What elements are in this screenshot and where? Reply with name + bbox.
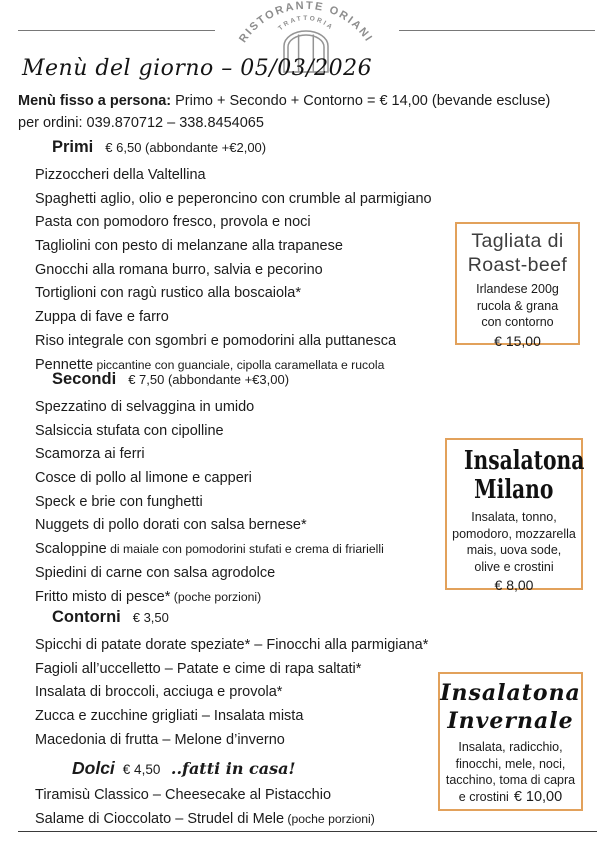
box-title-line: Insalatona (463, 446, 585, 476)
logo-arc-text: RISTORANTE ORIANI (237, 0, 375, 45)
menu-item-text: Spicchi di patate dorate speziate* – Finocchi alla parmigiana* (35, 637, 429, 653)
box-title (440, 679, 581, 735)
box-price: € 10,00 (513, 788, 563, 805)
menu-item (0, 164, 612, 188)
section-title: Primi (52, 138, 94, 156)
box-title (447, 446, 585, 505)
section-heading (0, 370, 612, 396)
fixed-menu-label: Menù fisso a persona: (18, 93, 172, 109)
section-title: Dolci (72, 758, 115, 778)
box-description (457, 281, 578, 331)
box-description-line: con contorno (481, 315, 554, 329)
menu-item (0, 808, 612, 832)
box-title-line: Roast-beef (467, 254, 568, 276)
menu-item-text: Tagliolini con pesto di melanzane alla trapanese (35, 238, 343, 255)
box-title-line: Invernale (447, 708, 574, 734)
menu-item-text: Tortiglioni con ragù rustico alla boscaiola* (35, 285, 301, 302)
menu-item-text: Nuggets di pollo dorati con salsa bernese* (35, 517, 307, 534)
box-title-line: Tagliata di (471, 230, 564, 252)
menu-item-text: Spaghetti aglio, olio e peperoncino con crumble al parmigiano (35, 190, 432, 207)
box-description-line: mais, uova sode, (466, 543, 562, 557)
section-price: € 3,50 (132, 610, 169, 625)
section-price: € 4,50 (122, 762, 161, 777)
menu-item-text: Fritto misto di pesce* (35, 588, 171, 605)
menu-item-text: Salame di Cioccolato – Strudel di Mele (35, 810, 285, 827)
bottom-rule (18, 831, 597, 832)
menu-item-detail: di maiale con pomodorini stufati e crema di friarielli (106, 542, 384, 557)
box-price: € 8,00 (494, 577, 534, 593)
menu-item-text: Speck e brie con funghetti (35, 493, 203, 510)
page-title: Menù del giorno – 05/03/2026 (22, 56, 373, 81)
box-description-line: tacchino, toma di capra (445, 773, 576, 787)
menu-item-text: Scaloppine (35, 541, 107, 558)
menu-item (0, 188, 612, 212)
section-note: ..fatti in casa! (165, 759, 296, 778)
promo-box-insalatona-invernale (438, 672, 583, 811)
section-heading (0, 608, 612, 634)
box-description-line: finocchi, mele, noci, (455, 756, 566, 771)
box-description-line: e crostini € 10,00 (458, 788, 563, 805)
menu-item-text: Salsiccia stufata con cipolline (35, 422, 224, 439)
menu-item-text: Macedonia di frutta – Melone d’inverno (35, 731, 285, 748)
menu-item-text: Spiedini di carne con salsa agrodolce (35, 564, 276, 581)
menu-item-detail: (poche porzioni) (170, 589, 262, 604)
box-description-line: pomodoro, mozzarella (452, 526, 576, 541)
promo-box-tagliata-roast-beef (455, 222, 580, 349)
box-description-line: Irlandese 200g (476, 282, 559, 296)
box-description-line: olive e crostini (474, 559, 554, 574)
menu-item (0, 634, 612, 658)
box-description-line: Insalata, radicchio, (458, 740, 563, 754)
menu-item-text: Zuppa di fave e farro (35, 309, 169, 326)
box-description-line: rucola & grana (476, 298, 559, 313)
section-price: € 7,50 (abbondante +€3,00) (128, 372, 290, 387)
section-heading (0, 138, 612, 164)
menu-item-detail: (poche porzioni) (284, 811, 375, 826)
menu-item-text: Cosce di pollo al limone e capperi (35, 470, 252, 487)
header-rule-left (18, 30, 215, 31)
fixed-menu-line (18, 93, 550, 109)
promo-box-insalatona-milano (445, 438, 585, 593)
menu-item-text: Zucca e zucchine grigliati – Insalata mista (35, 708, 304, 725)
fixed-menu-text: Primo + Secondo + Contorno = € 14,00 (bevande escluse) (171, 93, 551, 109)
section-price: € 6,50 (abbondante +€2,00) (105, 140, 267, 155)
box-price: € 15,00 (494, 332, 541, 349)
menu-item-text: Spezzatino di selvaggina in umido (35, 399, 255, 415)
menu-item-text: Pizzoccheri della Valtellina (35, 167, 206, 183)
menu-item-text: Pennette (35, 356, 94, 373)
box-description (440, 739, 581, 805)
menu-item-text: Insalata di broccoli, acciuga e provola* (35, 684, 283, 701)
section-title: Contorni (52, 608, 121, 626)
box-title-line: Milano (474, 475, 554, 505)
menu-item-text: Riso integrale con sgombri e pomodorini alla puttanesca (35, 332, 397, 349)
menu-item-text: Fagioli all’uccelletto – Patate e cime di rapa saltati* (35, 660, 362, 677)
menu-item-text: Scamorza ai ferri (35, 446, 145, 463)
logo-subtitle-text: TRATTORIA (277, 14, 335, 33)
header-rule-right (399, 30, 595, 31)
menu-item (0, 396, 612, 420)
box-title (457, 229, 578, 277)
menu-item-text: Tiramisù Classico – Cheesecake al Pistacchio (35, 787, 332, 803)
box-title-line: Insalatona (440, 680, 581, 706)
orders-phone-line: per ordini: 039.870712 – 338.8454065 (18, 115, 264, 131)
section-title: Secondi (52, 370, 117, 388)
menu-item-text: Gnocchi alla romana burro, salvia e pecorino (35, 261, 323, 278)
box-description-line: Insalata, tonno, (471, 510, 557, 524)
menu-item-text: Pasta con pomodoro fresco, provola e noci (35, 214, 311, 231)
box-description (447, 509, 581, 575)
menu-item-detail: piccantine con guanciale, cipolla caramellata e rucola (93, 357, 385, 372)
